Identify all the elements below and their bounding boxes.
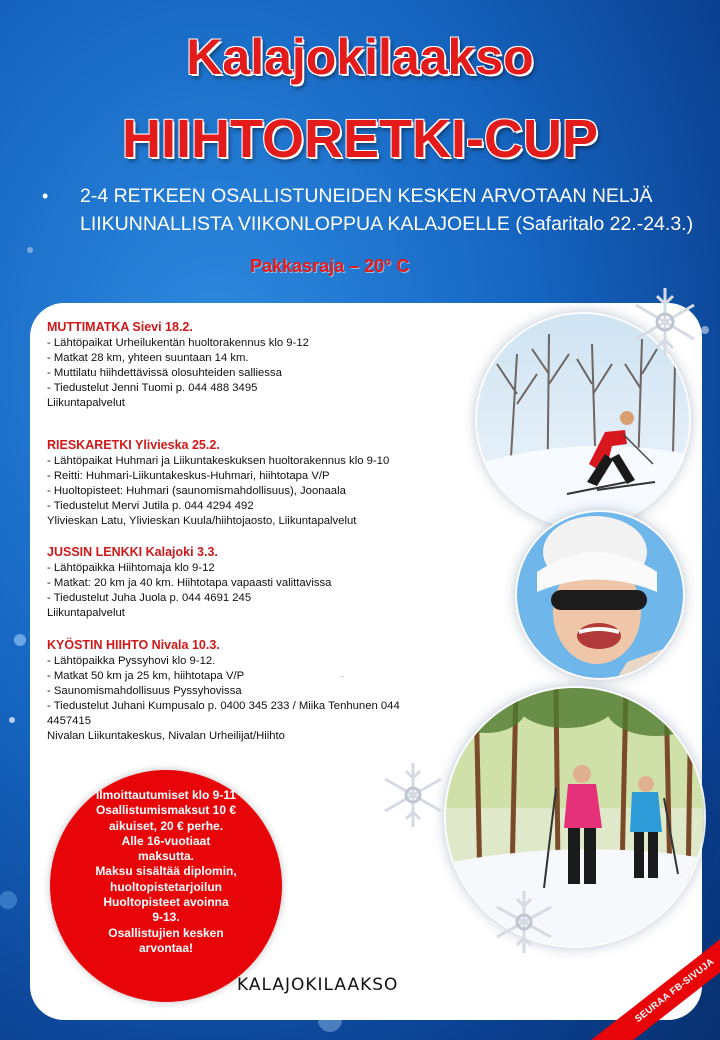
frost-limit-note: Pakkasraja – 20° C bbox=[250, 256, 410, 276]
event-line: - Tiedustelut Juha Juola p. 044 4691 245 bbox=[47, 592, 252, 604]
event-line: 4457415 bbox=[47, 715, 91, 727]
event-line: - Lähtöpaikka Hiihtomaja klo 9-12 bbox=[47, 562, 215, 574]
poster-title-line1: Kalajokilaakso bbox=[186, 29, 534, 85]
info-line: Ilmoittautumiset klo 9-11 bbox=[95, 788, 237, 802]
info-line: 9-13. bbox=[152, 910, 180, 925]
stray-mark: .. bbox=[340, 672, 344, 679]
event-line: - Huoltopisteet: Huhmari (saunomismahdollisuus), Joonaala bbox=[47, 485, 346, 497]
event-line: - Saunomismahdollisuus Pyssyhovissa bbox=[47, 685, 242, 697]
event-title: MUTTIMATKA Sievi 18.2. bbox=[47, 320, 193, 334]
event-line: - Lähtöpaikka Pyssyhovi klo 9-12. bbox=[47, 655, 216, 667]
event-line: - Reitti: Huhmari-Liikuntakeskus-Huhmari, hiihtotapa V/P bbox=[47, 470, 330, 482]
info-line: maksutta. bbox=[137, 849, 195, 864]
event-line: - Muttilatu hiihdettävissä olosuhteiden salliessa bbox=[47, 367, 282, 379]
poster-title-line2: HIIHTORETKI-CUP bbox=[121, 109, 598, 169]
event-line: - Matkat 28 km, yhteen suuntaan 14 km. bbox=[47, 352, 249, 364]
brand-name: KALAJOKILAAKSO bbox=[237, 975, 399, 995]
event-line: - Matkat: 20 km ja 40 km. Hiihtotapa vapaasti valittavissa bbox=[47, 577, 332, 589]
info-line: aikuiset, 20 € perhe. bbox=[108, 818, 224, 833]
bullet-icon: • bbox=[42, 186, 49, 206]
event-line: Liikuntapalvelut bbox=[47, 607, 125, 619]
info-line: Maksu sisältää diplomin, bbox=[95, 864, 237, 879]
info-line: Osallistujien kesken bbox=[108, 925, 224, 940]
event-title: JUSSIN LENKKI Kalajoki 3.3. bbox=[47, 545, 218, 559]
event-line: - Lähtöpaikat Huhmari ja Liikuntakeskuksen huoltorakennus klo 9-10 bbox=[47, 455, 390, 467]
info-line: Huoltopisteet avoinna bbox=[103, 895, 229, 910]
event-title: RIESKARETKI Ylivieska 25.2. bbox=[47, 438, 220, 452]
info-line: Alle 16-vuotiaat bbox=[121, 833, 211, 848]
info-line: Osallistumismaksut 10 € bbox=[95, 803, 237, 818]
intro-text: 2-4 RETKEEN OSALLISTUNEIDEN KESKEN ARVOTAAN NELJÄ LIIKUNNALLISTA VIIKONLOPPUA KALAJOELLE (Safaritalo 22.-24.3.) bbox=[80, 185, 694, 235]
event-line: - Tiedustelut Juhani Kumpusalo p. 0400 345 233 / Miika Tenhunen 044 bbox=[47, 700, 400, 712]
event-line: - Lähtöpaikat Urheilukentän huoltorakennus klo 9-12 bbox=[47, 337, 309, 349]
facebook-ribbon[interactable]: SEURAA FB-SIVUJA bbox=[576, 910, 720, 1040]
info-line: huoltopistetarjoilun bbox=[110, 879, 222, 894]
event-title: KYÖSTIN HIIHTO Nivala 10.3. bbox=[47, 638, 220, 652]
event-line: - Tiedustelut Jenni Tuomi p. 044 488 3495 bbox=[47, 382, 258, 394]
event-line: Ylivieskan Latu, Ylivieskan Kuula/hiihtojaosto, Liikuntapalvelut bbox=[47, 515, 357, 527]
info-line: arvontaa! bbox=[138, 940, 194, 955]
event-line: - Matkat 50 km ja 25 km, hiihtotapa V/P bbox=[47, 670, 245, 682]
event-line: - Tiedustelut Mervi Jutila p. 044 4294 492 bbox=[47, 500, 254, 512]
event-line: Liikuntapalvelut bbox=[47, 397, 125, 409]
event-line: Nivalan Liikuntakeskus, Nivalan Urheilijat/Hiihto bbox=[47, 730, 285, 742]
